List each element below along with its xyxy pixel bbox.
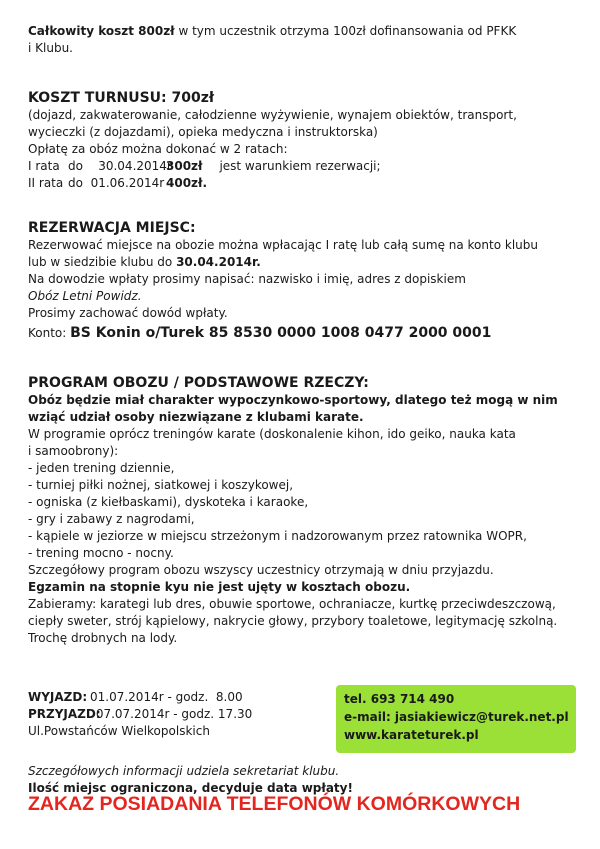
reservation-line-2 <box>28 254 576 271</box>
bring-line-2: ciepły sweter, strój kąpielowy, nakrycie głowy, przybory toaletowe, legitymację szkolną. <box>28 614 558 628</box>
program-item: - jeden trening dziennie, <box>28 461 175 475</box>
program-heading: PROGRAM OBOZU / PODSTAWOWE RZECZY: <box>28 375 369 391</box>
total-cost-bold: Całkowity koszt 800zł <box>28 24 175 38</box>
reservation-line-1: Rezerwować miejsce na obozie można wpłacając I ratę lub całą sumę na konto klubu <box>28 238 538 252</box>
reservation-line-4: Obóz Letni Powidz. <box>28 289 142 303</box>
reservation-line-2-text: lub w siedzibie klubu do <box>28 255 177 269</box>
program-intro-1: W programie oprócz treningów karate (doskonalenie kihon, ido geiko, nauka kata <box>28 427 516 441</box>
rate-1-date: do 30.04.2014r <box>68 159 172 173</box>
reservation-line-3: Na dowodzie wpłaty prosimy napisać: nazwisko i imię, adres z dopiskiem <box>28 272 466 286</box>
reservation-section <box>28 219 576 343</box>
program-item: - kąpiele w jeziorze w miejscu strzeżonym i nadzorowanym przez ratownika WOPR, <box>28 529 527 543</box>
program-section <box>28 374 576 647</box>
program-item: - trening mocno - nocny. <box>28 546 174 560</box>
departure-row <box>28 689 328 706</box>
departure-value: 01.07.2014r - godz. 8.00 <box>90 690 243 704</box>
rate-1-amount: 300zł <box>166 159 203 173</box>
account-label: Konto: <box>28 326 71 340</box>
turnus-section <box>28 89 576 192</box>
reservation-heading: REZERWACJA MIEJSC: <box>28 220 196 236</box>
rate-row-2 <box>28 175 576 192</box>
arrival-value: 07.07.2014r - godz. 17.30 <box>92 707 253 721</box>
rate-1-note: jest warunkiem rezerwacji; <box>208 159 381 173</box>
departure-label: WYJAZD: <box>28 690 88 704</box>
program-details: Szczegółowy program obozu wszyscy uczestnicy otrzymają w dniu przyjazdu. <box>28 563 494 577</box>
contact-website: www.karateturek.pl <box>344 728 479 742</box>
rate-2-date: do 01.06.2014r <box>68 176 165 190</box>
turnus-desc-2: wycieczki (z dojazdami), opieka medyczna i instruktorska) <box>28 125 378 139</box>
total-cost-rest: w tym uczestnik otrzyma 100zł dofinansowania od PFKK <box>174 24 517 38</box>
travel-section <box>28 689 328 740</box>
program-bold-1: Obóz będzie miał charakter wypoczynkowo-sportowy, dlatego też mogą w nim <box>28 393 558 407</box>
bring-line-3: Trochę drobnych na lody. <box>28 631 178 645</box>
turnus-desc-1: (dojazd, zakwaterowanie, całodzienne wyżywienie, wynajem obiektów, transport, <box>28 108 517 122</box>
limited-places-line: Ilość miejsc ograniczona, decyduje data wpłaty! <box>28 781 353 795</box>
address-line: Ul.Powstańców Wielkopolskich <box>28 724 210 738</box>
arrival-row <box>28 706 328 723</box>
rate-2-amount: 400zł. <box>166 176 208 190</box>
program-intro-2: i samoobrony): <box>28 444 119 458</box>
reservation-deadline: 30.04.2014r. <box>176 255 261 269</box>
total-cost-line-2: i Klubu. <box>28 41 73 55</box>
contact-box <box>336 685 576 753</box>
phone-ban-warning: ZAKAZ POSIADANIA TELEFONÓW KOMÓRKOWYCH <box>28 793 521 815</box>
turnus-heading: KOSZT TURNUSU: 700zł <box>28 90 215 106</box>
contact-email: e-mail: jasiakiewicz@turek.net.pl <box>344 710 569 724</box>
rate-1-label: I rata <box>28 159 60 173</box>
info-line: Szczegółowych informacji udziela sekretariat klubu. <box>28 764 340 778</box>
bring-line-1: Zabieramy: karategi lub dres, obuwie sportowe, ochraniacze, kurtkę przeciwdeszczową, <box>28 597 556 611</box>
program-bold-2: wziąć udział osoby niezwiązane z klubami karate. <box>28 410 364 424</box>
total-cost-line <box>28 23 576 40</box>
contact-phone: tel. 693 714 490 <box>344 692 455 706</box>
program-item: - turniej piłki nożnej, siatkowej i koszykowej, <box>28 478 294 492</box>
installments-intro: Opłatę za obóz można dokonać w 2 ratach: <box>28 142 288 156</box>
exam-note: Egzamin na stopnie kyu nie jest ujęty w kosztach obozu. <box>28 580 411 594</box>
arrival-label: PRZYJAZD: <box>28 707 101 721</box>
rate-row-1 <box>28 158 576 175</box>
account-number: BS Konin o/Turek 85 8530 0000 1008 0477 2000 0001 <box>70 325 492 341</box>
program-item: - ogniska (z kiełbaskami), dyskoteka i karaoke, <box>28 495 309 509</box>
program-item: - gry i zabawy z nagrodami, <box>28 512 195 526</box>
bank-account-line <box>28 323 576 343</box>
total-cost-section <box>28 23 576 57</box>
reservation-line-5: Prosimy zachować dowód wpłaty. <box>28 306 228 320</box>
rate-2-label: II rata <box>28 176 64 190</box>
